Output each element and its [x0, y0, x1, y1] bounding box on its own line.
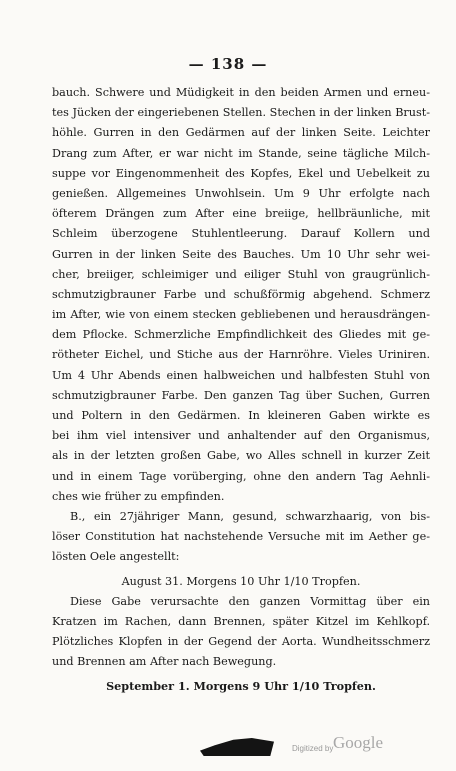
- text-line: tes Jücken der eingeriebenen Stellen. Stechen in der linken Brust-: [52, 106, 430, 120]
- text-line: rötheter Eichel, und Stiche aus der Harnröhre. Vieles Uriniren.: [52, 348, 430, 362]
- entry-heading: August 31. Morgens 10 Uhr 1/10 Tropfen.: [121, 574, 361, 588]
- text-line: und Poltern in den Gedärmen. In kleineren Gaben wirkte es: [52, 409, 430, 422]
- text-line: ches wie früher zu empfinden.: [52, 489, 225, 503]
- text-line: höhle. Gurren in den Gedärmen auf der linken Seite. Leichter: [52, 126, 430, 140]
- text-line: cher, breiiger, schleimiger und eiliger Stuhl von graugrünlich-: [52, 267, 430, 281]
- text-line: im After, wie von einem stecken gebliebenen und herausdrängen-: [52, 308, 430, 322]
- text-line: bei ihm viel intensiver und anhaltender auf den Organismus,: [52, 429, 430, 443]
- text-line: Drang zum After, er war nicht im Stande, seine tägliche Milch-: [52, 146, 430, 160]
- body-text: [52, 83, 430, 697]
- text-line: schmutzigbrauner Farbe. Den ganzen Tag über Suchen, Gurren: [52, 388, 430, 402]
- paragraph-line: B., ein 27jähriger Mann, gesund, schwarzhaarig, von bis-: [70, 509, 430, 523]
- entry-line: Diese Gabe verursachte den ganzen Vormittag über ein: [70, 594, 430, 608]
- digitized-by-label: Digitized by: [292, 744, 334, 753]
- text-line: schmutzigbrauner Farbe und schußförmig abgehend. Schmerz: [52, 287, 430, 301]
- paragraph-line: lösten Oele angestellt:: [52, 550, 180, 564]
- text-line: Um 4 Uhr Abends einen halbweichen und halbfesten Stuhl von: [52, 368, 430, 382]
- text-line: Gurren in der linken Seite des Bauches. Um 10 Uhr sehr wei-: [52, 247, 430, 261]
- ink-blot: [200, 738, 274, 756]
- text-line: und in einem Tage vorüberging, ohne den andern Tag Aehnli-: [52, 469, 430, 483]
- text-line: bauch. Schwere und Müdigkeit in den beiden Armen und erneu-: [52, 86, 430, 99]
- page-number: — 138 —: [188, 55, 268, 73]
- text-line: Schleim überzogene Stuhlentleerung. Darauf Kollern und: [52, 227, 430, 241]
- text-line: öfterem Drängen zum After eine breiige, hellbräunliche, mit: [52, 207, 430, 221]
- text-line: suppe vor Eingenommenheit des Kopfes, Ekel und Uebelkeit zu: [52, 166, 430, 180]
- entry-line: Kratzen im Rachen, dann Brennen, später Kitzel im Kehlkopf.: [52, 614, 430, 628]
- entry-line: und Brennen am After nach Bewegung.: [52, 655, 277, 669]
- entry-line: Plötzliches Klopfen in der Gegend der Aorta. Wundheitsschmerz: [52, 635, 430, 649]
- paragraph-line: löser Constitution hat nachstehende Versuche mit im Aether ge-: [52, 530, 430, 544]
- text-line: genießen. Allgemeines Unwohlsein. Um 9 Uhr erfolgte nach: [52, 186, 430, 200]
- google-watermark: Google: [333, 733, 384, 752]
- text-line: als in der letzten großen Gabe, wo Alles schnell in kurzer Zeit: [52, 449, 430, 463]
- text-line: dem Pflocke. Schmerzliche Empfindlichkeit des Gliedes mit ge-: [52, 328, 430, 342]
- entry-heading: September 1. Morgens 9 Uhr 1/10 Tropfen.: [106, 679, 376, 694]
